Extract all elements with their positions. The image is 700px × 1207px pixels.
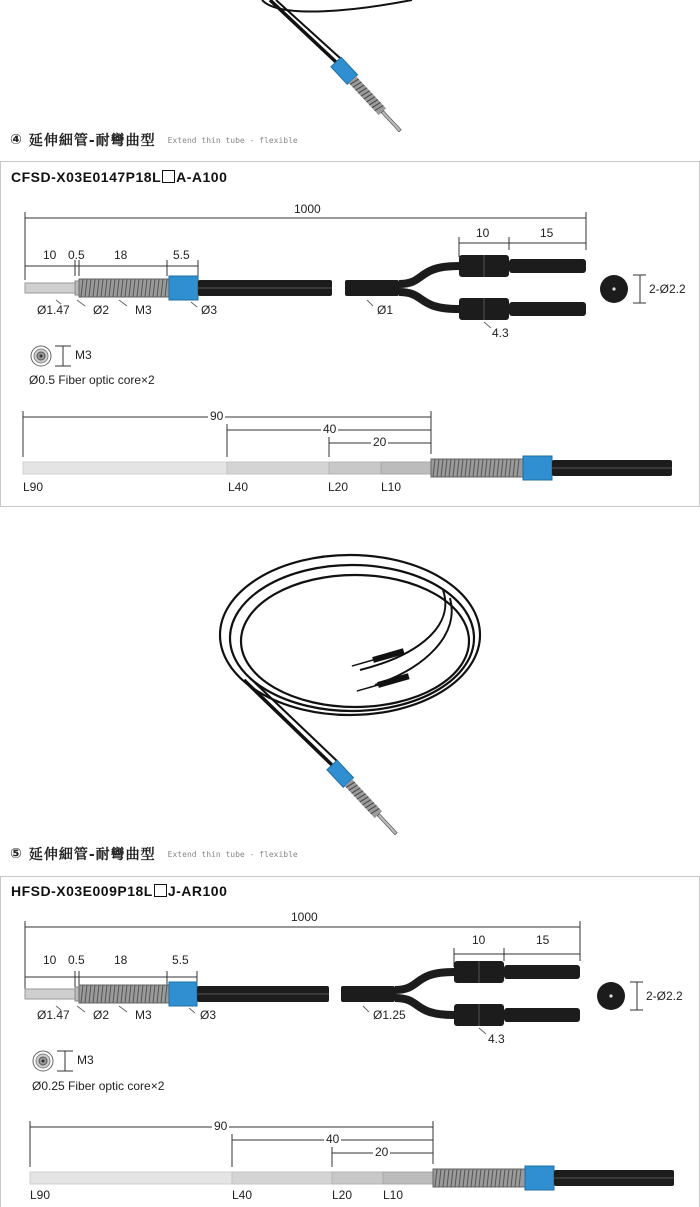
dimension-drawing-4 (1, 162, 699, 506)
dim-phi2: Ø2 (93, 1008, 110, 1022)
dim-55: 5.5 (173, 248, 190, 262)
model-suffix: A-A100 (176, 169, 228, 185)
dim-head-10: 10 (476, 226, 490, 240)
dim-phi-cable: Ø1 (377, 303, 394, 317)
section-header-4 (10, 129, 298, 151)
label-L10: L10 (383, 1188, 404, 1202)
label-L90: L90 (23, 480, 44, 494)
len-20: 20 (373, 435, 387, 449)
core-note: Ø0.5 Fiber optic core×2 (29, 373, 155, 387)
dim-phi147: Ø1.47 (37, 303, 70, 317)
spec-panel-4 (0, 161, 700, 507)
section-number: ⑤ (10, 846, 23, 862)
dim-43: 4.3 (492, 326, 509, 340)
core-note: Ø0.25 Fiber optic core×2 (32, 1079, 165, 1093)
len-90: 90 (210, 409, 224, 423)
dim-05: 0.5 (68, 248, 85, 262)
dim-10: 10 (43, 248, 57, 262)
dim-phi147: Ø1.47 (37, 1008, 70, 1022)
label-L20: L20 (332, 1188, 353, 1202)
dim-43: 4.3 (488, 1032, 505, 1046)
dim-phi-cable: Ø1.25 (373, 1008, 406, 1022)
section-title-en: Extend thin tube - flexible (167, 849, 298, 859)
dim-head-15: 15 (540, 226, 554, 240)
model-prefix: CFSD-X03E0147P18L (11, 169, 162, 185)
dim-phi2: Ø2 (93, 303, 110, 317)
label-L90: L90 (30, 1188, 51, 1202)
dim-18: 18 (114, 953, 128, 967)
dim-18: 18 (114, 248, 128, 262)
label-L40: L40 (228, 480, 249, 494)
section-header-5 (10, 843, 298, 865)
dim-head-10: 10 (472, 933, 486, 947)
dim-m3: M3 (135, 303, 152, 317)
len-90: 90 (214, 1119, 228, 1133)
dim-05: 0.5 (68, 953, 85, 967)
label-L40: L40 (232, 1188, 253, 1202)
dim-22: 2-Ø2.2 (649, 282, 686, 296)
label-L20: L20 (328, 480, 349, 494)
dim-phi3: Ø3 (200, 1008, 217, 1022)
fiber-photo-top (0, 0, 700, 140)
dimension-drawing-5 (1, 877, 699, 1207)
section-number: ④ (10, 132, 23, 148)
len-20: 20 (375, 1145, 389, 1159)
dim-total: 1000 (294, 202, 321, 216)
thread-label: M3 (75, 348, 92, 362)
label-L10: L10 (381, 480, 402, 494)
thread-label: M3 (77, 1053, 94, 1067)
len-40: 40 (323, 422, 337, 436)
dim-m3: M3 (135, 1008, 152, 1022)
model-suffix: J-AR100 (167, 883, 228, 899)
spec-panel-5 (0, 876, 700, 1207)
dim-total: 1000 (291, 910, 318, 924)
section-title-cn: 延伸細管-耐彎曲型 (28, 847, 156, 863)
dim-10: 10 (43, 953, 57, 967)
dim-phi3: Ø3 (201, 303, 218, 317)
model-prefix: HFSD-X03E009P18L (11, 883, 153, 899)
fiber-photo-middle (0, 520, 700, 850)
len-40: 40 (326, 1132, 340, 1146)
section-title-cn: 延伸細管-耐彎曲型 (28, 133, 156, 149)
dim-head-15: 15 (536, 933, 550, 947)
section-title-en: Extend thin tube - flexible (167, 135, 298, 145)
dim-55: 5.5 (172, 953, 189, 967)
dim-22: 2-Ø2.2 (646, 989, 683, 1003)
